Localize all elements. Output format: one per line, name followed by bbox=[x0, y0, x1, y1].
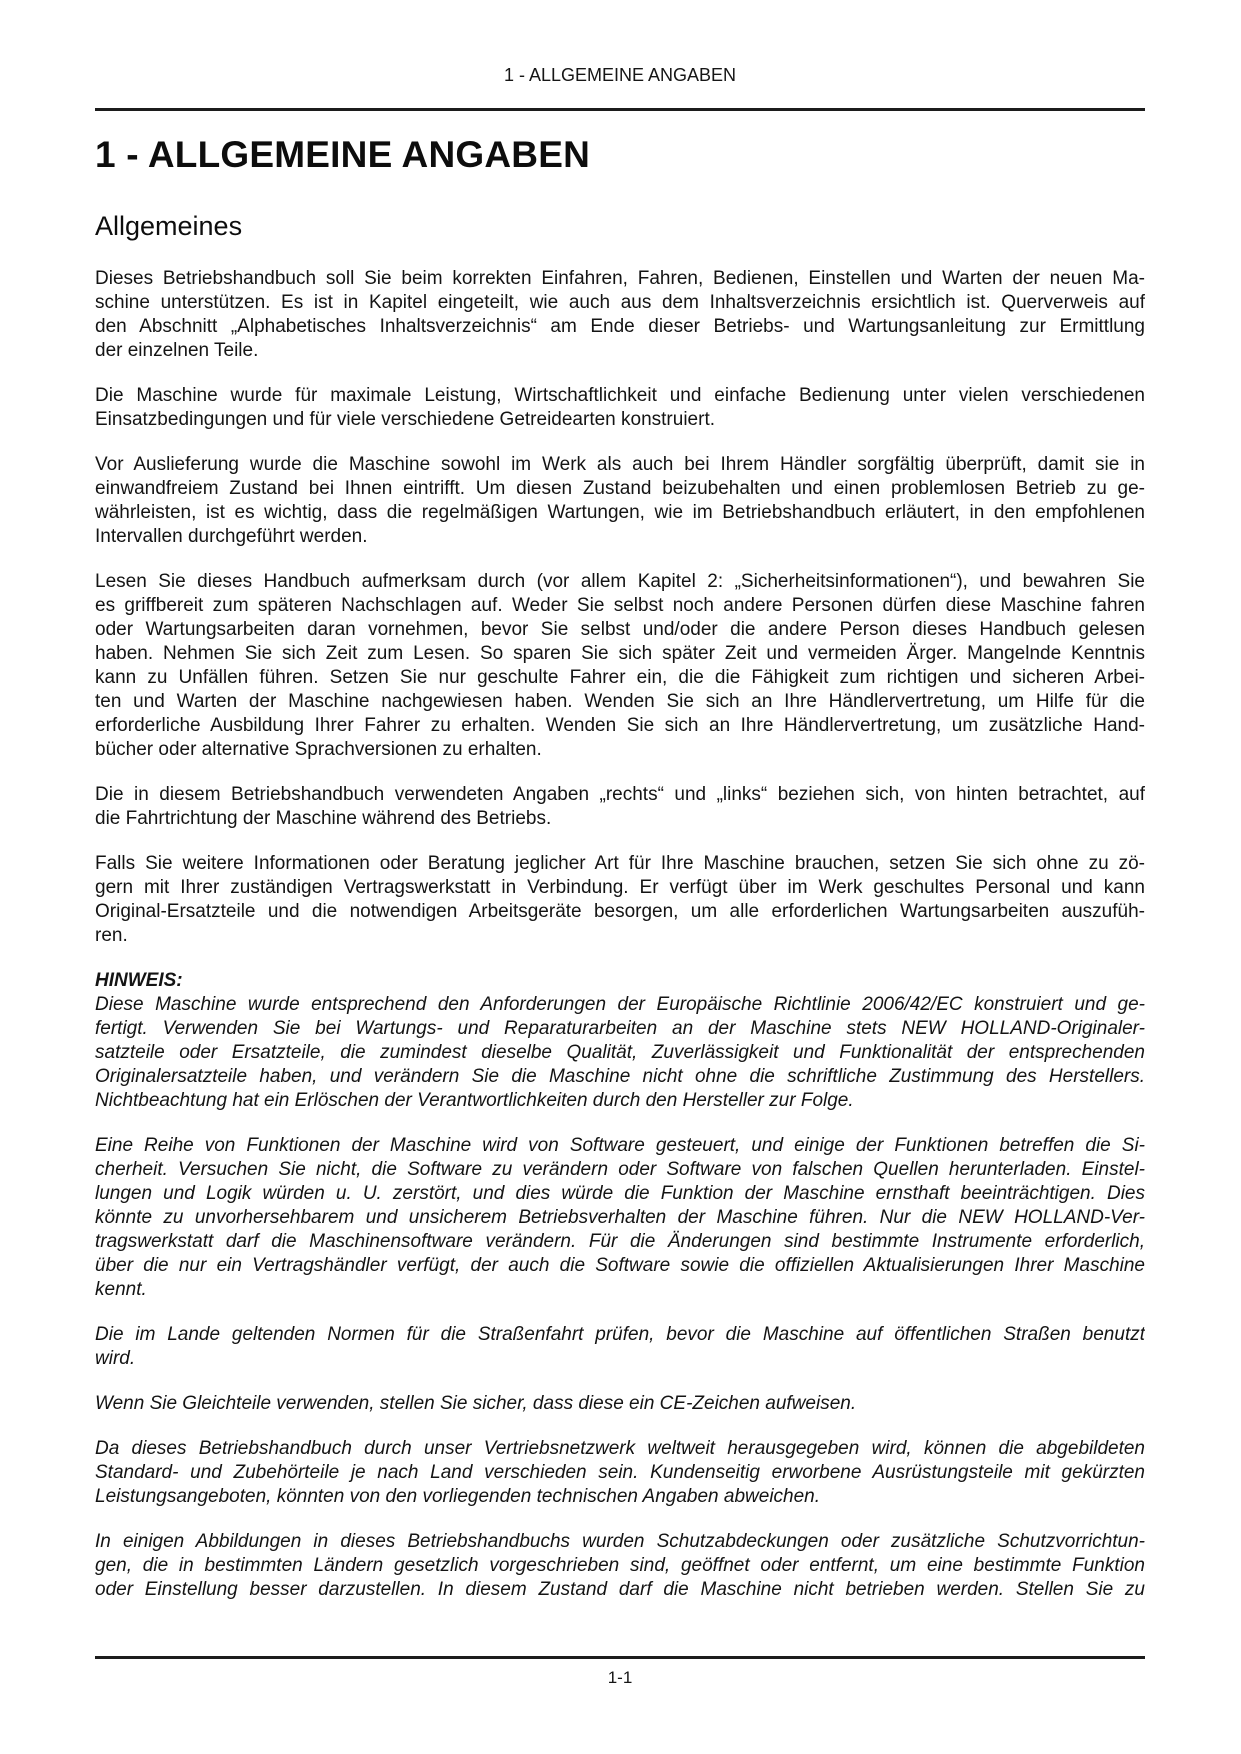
text-line: Nichtbeachtung hat ein Erlöschen der Verantwortlichkeiten durch den Hersteller zur Folge. bbox=[95, 1090, 854, 1111]
text-line: bücher oder alternative Sprachversionen zu erhalten. bbox=[95, 739, 542, 760]
text-line: oder Einstellung besser darzustellen. In diesem Zustand darf die Maschine nicht betrieben werden. Stellen Sie zu bbox=[95, 1579, 1145, 1600]
text-line: kann zu Unfällen führen. Setzen Sie nur geschulte Fahrer ein, die die Fähigkeit zum richtigen und sicheren Arbei- bbox=[95, 667, 1145, 688]
text-line: Leistungsangeboten, könnten von den vorliegenden technischen Angaben abweichen. bbox=[95, 1486, 821, 1507]
text-line: Wenn Sie Gleichteile verwenden, stellen Sie sicher, dass diese ein CE-Zeichen aufweisen. bbox=[95, 1393, 857, 1414]
text-line: die Fahrtrichtung der Maschine während des Betriebs. bbox=[95, 808, 552, 829]
text-line: Dieses Betriebshandbuch soll Sie beim korrekten Einfahren, Fahren, Bedienen, Einstellen und Warten der neuen Ma- bbox=[95, 268, 1145, 289]
paragraph bbox=[95, 267, 1145, 363]
text-line: fertigt. Verwenden Sie bei Wartungs- und Reparaturarbeiten an der Maschine stets NEW HOLLAND-Originaler- bbox=[95, 1018, 1145, 1039]
text-line: oder Wartungsarbeiten daran vornehmen, bevor Sie selbst und/oder die andere Person dieses Handbuch gelesen bbox=[95, 619, 1145, 640]
paragraph bbox=[95, 453, 1145, 549]
paragraph bbox=[95, 1530, 1145, 1602]
paragraph bbox=[95, 993, 1145, 1113]
text-line: einwandfreiem Zustand bei Ihnen eintrifft. Um diesen Zustand beizubehalten und einen problemlosen Betrieb zu ge- bbox=[95, 478, 1145, 499]
text-line: ten und Warten der Maschine nachgewiesen haben. Wenden Sie sich an Ihre Händlervertretung, um Hilfe für die bbox=[95, 691, 1145, 712]
text-line: satzteile oder Ersatzteile, die zumindest dieselbe Qualität, Zuverlässigkeit und Funktionalität der entsprechenden bbox=[95, 1042, 1145, 1063]
text-line: währleisten, ist es wichtig, dass die regelmäßigen Wartungen, wie im Betriebshandbuch erläutert, in den empfohlenen bbox=[95, 502, 1145, 523]
chapter-title: 1 - ALLGEMEINE ANGABEN bbox=[95, 134, 591, 175]
text-line: der einzelnen Teile. bbox=[95, 340, 259, 361]
body-text bbox=[95, 267, 1145, 1602]
paragraph bbox=[95, 384, 1145, 432]
text-line: cherheit. Versuchen Sie nicht, die Software zu verändern oder Software von falschen Quellen herunterladen. Einstel- bbox=[95, 1159, 1145, 1180]
footer-rule bbox=[95, 1656, 1145, 1659]
text-line: gen, die in bestimmten Ländern gesetzlich vorgeschrieben sind, geöffnet oder entfernt, um eine bestimmte Funktion bbox=[95, 1555, 1145, 1576]
paragraph bbox=[95, 570, 1145, 762]
text-line: Diese Maschine wurde entsprechend den Anforderungen der Europäische Richtlinie 2006/42/EC konstruiert und ge- bbox=[95, 994, 1145, 1015]
text-line: wird. bbox=[95, 1348, 136, 1369]
text-line: den Abschnitt „Alphabetisches Inhaltsverzeichnis“ am Ende dieser Betriebs- und Wartungsanleitung zur Ermittlung bbox=[95, 316, 1145, 337]
text-line: tragswerkstatt darf die Maschinensoftware verändern. Für die Änderungen sind bestimmte Instrumente erforderlich, bbox=[95, 1231, 1145, 1252]
text-line: gern mit Ihrer zuständigen Vertragswerkstatt in Verbindung. Er verfügt über im Werk geschultes Personal und kann bbox=[95, 877, 1145, 898]
text-line: Falls Sie weitere Informationen oder Beratung jeglicher Art für Ihre Maschine brauchen, setzen Sie sich ohne zu zö- bbox=[95, 853, 1145, 874]
text-line: lungen und Logik würden u. U. zerstört, und dies würde die Funktion der Maschine ernsthaft beeinträchtigen. Dies bbox=[95, 1183, 1145, 1204]
section-heading: Allgemeines bbox=[95, 211, 243, 241]
text-line: HINWEIS: bbox=[95, 970, 183, 991]
text-line: Da dieses Betriebshandbuch durch unser Vertriebsnetzwerk weltweit herausgegeben wird, können die abgebildeten bbox=[95, 1438, 1145, 1459]
text-line: es griffbereit zum späteren Nachschlagen auf. Weder Sie selbst noch andere Personen dürfen diese Maschine fahren bbox=[95, 595, 1145, 616]
text-line: haben. Nehmen Sie sich Zeit zum Lesen. So sparen Sie sich später Zeit und vermeiden Ärger. Mangelnde Kenntnis bbox=[95, 643, 1145, 664]
text-line: kennt. bbox=[95, 1279, 147, 1300]
paragraph bbox=[95, 1437, 1145, 1509]
text-line: Die im Lande geltenden Normen für die Straßenfahrt prüfen, bevor die Maschine auf öffentlichen Straßen benutzt bbox=[95, 1324, 1145, 1345]
text-line: In einigen Abbildungen in dieses Betriebshandbuchs wurden Schutzabdeckungen oder zusätzliche Schutzvorrichtun- bbox=[95, 1531, 1145, 1552]
text-line: Die in diesem Betriebshandbuch verwendeten Angaben „rechts“ und „links“ beziehen sich, von hinten betrachtet, auf bbox=[95, 784, 1145, 805]
header-rule bbox=[95, 108, 1145, 111]
text-line: Original-Ersatzteile und die notwendigen Arbeitsgeräte besorgen, um alle erforderlichen Wartungsarbeiten auszufüh- bbox=[95, 901, 1145, 922]
text-line: erforderliche Ausbildung Ihrer Fahrer zu erhalten. Wenden Sie sich an Ihre Händlervertretung, um zusätzliche Hand- bbox=[95, 715, 1145, 736]
text-line: Originalersatzteile haben, und verändern Sie die Maschine nicht ohne die schriftliche Zustimmung des Herstellers. bbox=[95, 1066, 1145, 1087]
text-line: Einsatzbedingungen und für viele verschiedene Getreidearten konstruiert. bbox=[95, 409, 715, 430]
paragraph bbox=[95, 1392, 1145, 1416]
text-line: über die nur ein Vertragshändler verfügt, der auch die Software sowie die offiziellen Aktualisierungen Ihrer Maschine bbox=[95, 1255, 1145, 1276]
note-label bbox=[95, 969, 1145, 993]
paragraph bbox=[95, 852, 1145, 948]
text-line: Die Maschine wurde für maximale Leistung, Wirtschaftlichkeit und einfache Bedienung unter vielen verschiedenen bbox=[95, 385, 1145, 406]
text-line: Standard- und Zubehörteile je nach Land verschieden sein. Kundenseitig erworbene Ausrüstungsteile mit gekürzten bbox=[95, 1462, 1145, 1483]
text-line: schine unterstützen. Es ist in Kapitel eingeteilt, wie auch aus dem Inhaltsverzeichnis ersichtlich ist. Querverweis auf bbox=[95, 292, 1145, 313]
paragraph bbox=[95, 1134, 1145, 1302]
running-header: 1 - ALLGEMEINE ANGABEN bbox=[503, 65, 737, 85]
text-line: Lesen Sie dieses Handbuch aufmerksam durch (vor allem Kapitel 2: „Sicherheitsinformationen“), und bewahren Sie bbox=[95, 571, 1145, 592]
page-number: 1-1 bbox=[607, 1668, 633, 1687]
paragraph bbox=[95, 1323, 1145, 1371]
text-line: Vor Auslieferung wurde die Maschine sowohl im Werk als auch bei Ihrem Händler sorgfältig überprüft, damit sie in bbox=[95, 454, 1145, 475]
text-line: ren. bbox=[95, 925, 128, 946]
paragraph bbox=[95, 783, 1145, 831]
text-line: Eine Reihe von Funktionen der Maschine wird von Software gesteuert, und einige der Funktionen betreffen die Si- bbox=[95, 1135, 1145, 1156]
text-line: Intervallen durchgeführt werden. bbox=[95, 526, 368, 547]
text-line: könnte zu unvorhersehbarem und unsicherem Betriebsverhalten der Maschine führen. Nur die NEW HOLLAND-Ver- bbox=[95, 1207, 1145, 1228]
